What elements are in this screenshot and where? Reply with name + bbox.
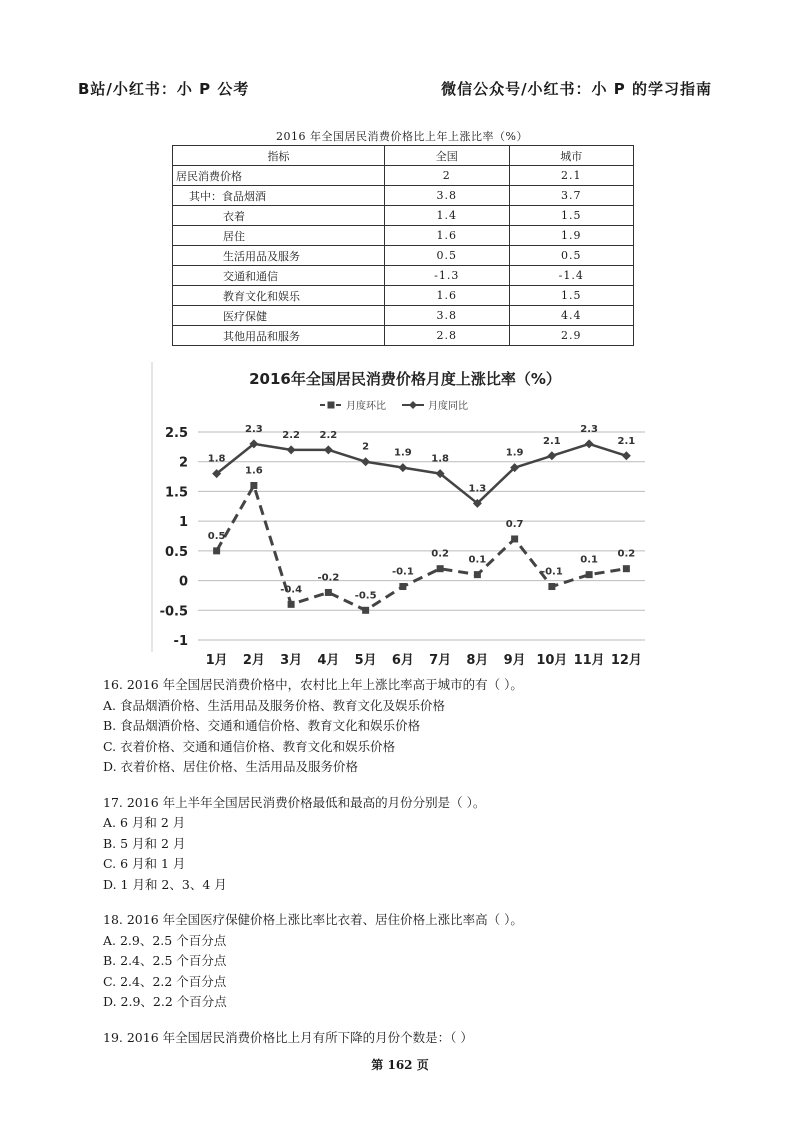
column-header-urban: 城市 <box>509 146 633 166</box>
mom-point <box>213 547 220 554</box>
chart-svg <box>150 362 660 672</box>
mom-data-label: -0.5 <box>354 590 377 602</box>
yoy-data-label: 2.1 <box>617 435 636 447</box>
x-tick-label: 10月 <box>536 653 568 668</box>
row-label: 衣着 <box>173 206 385 226</box>
table-title: 2016 年全国居民消费价格比上年上涨比率（%） <box>276 130 528 143</box>
option-a: A. 食品烟酒价格、生活用品及服务价格、教育文化及娱乐价格 <box>103 697 445 713</box>
page-header <box>78 78 712 104</box>
table-row <box>173 246 634 266</box>
yoy-data-label: 1.3 <box>468 483 487 495</box>
mom-data-label: 0.2 <box>431 548 449 560</box>
y-tick-label: -1 <box>173 634 188 649</box>
table-row <box>173 286 634 306</box>
mom-data-label: -0.1 <box>391 566 414 578</box>
table-row <box>173 206 634 226</box>
yoy-point <box>622 451 631 460</box>
table-row <box>173 266 634 286</box>
question-19 <box>103 1028 743 1049</box>
mom-data-label: -0.1 <box>540 566 563 578</box>
row-label: 居民消费价格 <box>173 166 385 186</box>
question-stem: 17. 2016 年上半年全国居民消费价格最低和最高的月份分别是（ ）。 <box>103 794 486 810</box>
yoy-point <box>547 451 556 460</box>
mom-point <box>362 607 369 614</box>
row-label: 其他用品和服务 <box>173 326 385 346</box>
yoy-point <box>324 445 333 454</box>
yoy-point <box>287 445 296 454</box>
y-tick-label: 1.5 <box>164 485 188 501</box>
x-tick-label: 8月 <box>466 653 489 668</box>
yoy-data-label: 1.8 <box>207 453 226 465</box>
x-tick-label: 11月 <box>573 653 605 668</box>
mom-point <box>437 565 444 572</box>
urban-value: 1.5 <box>509 206 633 226</box>
yoy-point <box>398 463 407 472</box>
yoy-data-label: 1.9 <box>394 447 412 459</box>
mom-point <box>325 589 332 596</box>
urban-value: 0.5 <box>509 246 633 266</box>
yoy-data-label: 2.3 <box>245 423 263 435</box>
yoy-data-label: 2.3 <box>580 423 598 435</box>
legend-mom-marker <box>328 402 335 409</box>
mom-point <box>250 482 257 489</box>
national-value: 1.6 <box>385 286 509 306</box>
urban-value: 3.7 <box>509 186 633 206</box>
national-value: 2.8 <box>385 326 509 346</box>
question-stem: 19. 2016 年全国居民消费价格比上月有所下降的月份个数是：（ ） <box>103 1029 473 1045</box>
mom-data-label: -0.2 <box>317 572 340 584</box>
x-tick-label: 5月 <box>354 653 377 668</box>
national-value: 2 <box>385 166 509 186</box>
table-row <box>173 226 634 246</box>
option-b: B. 2.4、2.5 个百分点 <box>103 953 227 968</box>
cpi-line-chart <box>150 362 660 672</box>
mom-data-label: 0.1 <box>580 554 598 566</box>
page-number: 第 162 页 <box>371 1058 429 1072</box>
yoy-data-label: 1.9 <box>505 447 524 459</box>
mom-point <box>399 583 406 590</box>
yoy-data-label: 1.8 <box>431 453 449 465</box>
question-stem: 16. 2016 年全国居民消费价格中，农村比上年上涨比率高于城市的有（ ）。 <box>103 677 523 692</box>
national-value: 1.4 <box>385 206 509 226</box>
header-right-text: 微信公众号/小红书：小 P 的学习指南 <box>441 80 712 98</box>
mom-data-label: 0.2 <box>617 548 636 560</box>
urban-value: 1.9 <box>509 226 633 246</box>
option-b: B. 食品烟酒价格、交通和通信价格、教育文化和娱乐价格 <box>103 718 421 733</box>
row-label: 教育文化和娱乐 <box>173 286 385 306</box>
urban-value: 1.5 <box>509 286 633 306</box>
series-mom-line <box>217 485 627 610</box>
chart-title: 2016年全国居民消费价格月度上涨比率（%） <box>249 370 561 388</box>
national-value: 1.6 <box>385 226 509 246</box>
national-value: -1.3 <box>385 266 509 286</box>
urban-value: -1.4 <box>509 266 633 286</box>
x-tick-label: 7月 <box>429 653 452 668</box>
question-18 <box>103 910 743 1013</box>
national-value: 3.8 <box>385 306 509 326</box>
column-header-national: 全国 <box>385 146 509 166</box>
table-header-row <box>173 146 634 166</box>
x-tick-label: 4月 <box>317 653 340 668</box>
question-stem: 18. 2016 年全国医疗保健价格上涨比率比衣着、居住价格上涨比率高（ ）。 <box>103 912 523 927</box>
header-left-text: B站/小红书：小 P 公考 <box>78 80 250 98</box>
mom-point <box>623 565 630 572</box>
yoy-data-label: 2.2 <box>282 429 300 441</box>
table-row <box>173 306 634 326</box>
mom-point <box>548 583 555 590</box>
option-d: D. 衣着价格、居住价格、生活用品及服务价格 <box>103 759 359 774</box>
option-a: A. 2.9、2.5 个百分点 <box>103 932 227 948</box>
question-17 <box>103 793 743 896</box>
legend-yoy-marker <box>409 401 417 409</box>
chart-legend <box>320 399 468 412</box>
national-value: 0.5 <box>385 246 509 266</box>
yoy-point <box>585 439 594 448</box>
mom-data-label: 0.7 <box>505 518 524 530</box>
yoy-data-label: 2 <box>362 441 370 453</box>
mom-data-label: 0.5 <box>207 530 226 542</box>
option-a: A. 6 月和 2 月 <box>103 815 186 830</box>
urban-value: 2.9 <box>509 326 633 346</box>
x-tick-label: 9月 <box>503 653 526 668</box>
y-tick-label: 0 <box>178 574 188 590</box>
table-row <box>173 326 634 346</box>
y-tick-label: 0.5 <box>164 544 188 560</box>
table-row <box>173 166 634 186</box>
y-axis-ticks <box>160 426 188 649</box>
row-label: 生活用品及服务 <box>173 246 385 266</box>
y-tick-label: -0.5 <box>159 604 188 620</box>
option-c: C. 衣着价格、交通和通信价格、教育文化和娱乐价格 <box>103 738 396 754</box>
row-label: 其中：食品烟酒 <box>173 186 385 206</box>
x-tick-label: 6月 <box>391 653 414 668</box>
legend-yoy-label: 月度同比 <box>428 401 468 412</box>
urban-value: 4.4 <box>509 306 633 326</box>
x-axis-ticks <box>206 653 642 668</box>
x-tick-label: 1月 <box>205 653 228 668</box>
urban-value: 2.1 <box>509 166 633 186</box>
legend-mom-label: 月度环比 <box>346 401 386 412</box>
mom-data-label: 0.1 <box>468 554 487 566</box>
table-row <box>173 186 634 206</box>
option-c: C. 6 月和 1 月 <box>103 856 186 871</box>
mom-data-label: -0.4 <box>280 584 303 596</box>
mom-point <box>511 535 518 542</box>
chart-series <box>208 424 636 614</box>
questions <box>103 675 743 1063</box>
x-tick-label: 3月 <box>280 653 303 668</box>
option-d: D. 1 月和 2、3、4 月 <box>103 876 227 892</box>
option-d: D. 2.9、2.2 个百分点 <box>103 994 227 1009</box>
yoy-data-label: 2.1 <box>543 435 561 447</box>
y-tick-label: 1 <box>178 515 188 531</box>
mom-point <box>288 601 295 608</box>
mom-data-label: 1.6 <box>245 465 263 477</box>
column-header-indicator: 指标 <box>173 146 385 166</box>
mom-point <box>474 571 481 578</box>
y-tick-label: 2.5 <box>164 426 188 441</box>
row-label: 居住 <box>173 226 385 246</box>
option-b: B. 5 月和 2 月 <box>103 835 186 851</box>
question-16 <box>103 675 743 778</box>
cpi-table <box>172 145 634 346</box>
row-label: 医疗保健 <box>173 306 385 326</box>
x-tick-label: 12月 <box>610 653 642 668</box>
national-value: 3.8 <box>385 186 509 206</box>
mom-point <box>586 571 593 578</box>
yoy-data-label: 2.2 <box>319 429 338 441</box>
y-tick-label: 2 <box>178 455 188 471</box>
row-label: 交通和通信 <box>173 266 385 286</box>
x-tick-label: 2月 <box>242 653 265 668</box>
yoy-point <box>361 457 370 466</box>
option-c: C. 2.4、2.2 个百分点 <box>103 973 227 989</box>
